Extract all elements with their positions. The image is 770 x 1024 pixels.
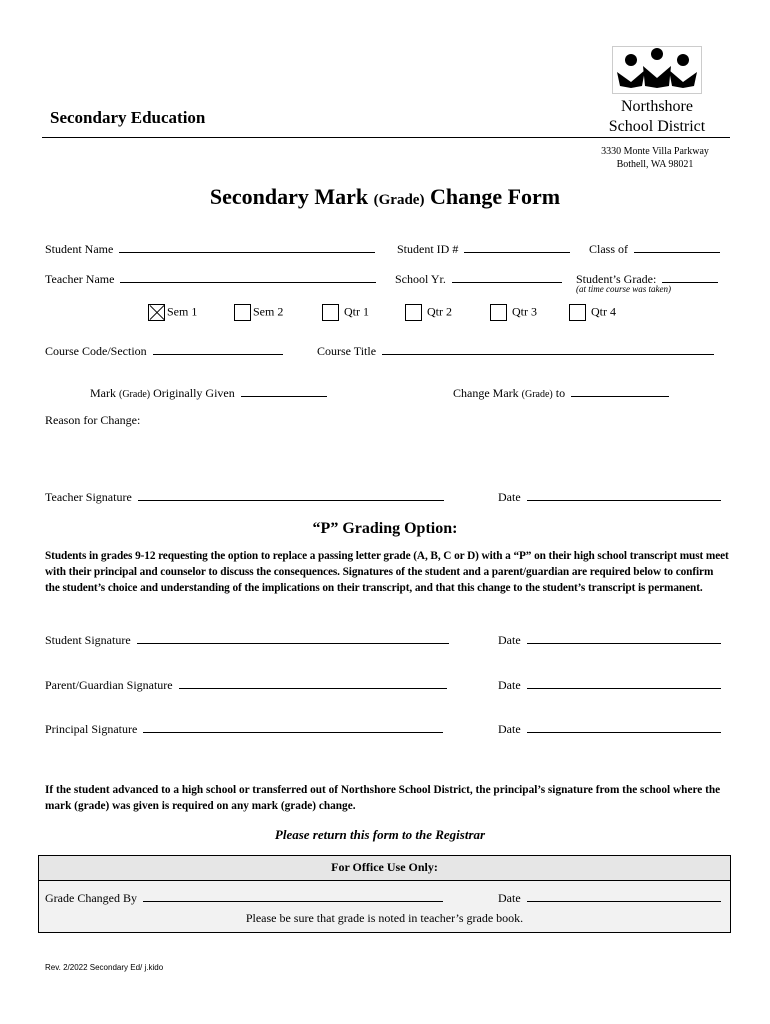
grade-changed-by-field[interactable]	[45, 889, 443, 906]
school-yr-label: School Yr.	[395, 272, 446, 286]
office-date-field[interactable]	[498, 889, 721, 906]
parent-signature-label: Parent/Guardian Signature	[45, 678, 173, 692]
mark-given-label-b: (Grade)	[119, 389, 151, 400]
term-sem-2[interactable]	[234, 304, 283, 321]
date-label: Date	[498, 722, 521, 736]
return-note: Please return this form to the Registrar	[274, 827, 486, 842]
course-code-label: Course Code/Section	[45, 344, 147, 358]
parent-signature-line[interactable]	[179, 676, 447, 689]
district-name-line2: School District	[608, 118, 706, 135]
date-label: Date	[498, 678, 521, 692]
term-qtr-4[interactable]	[569, 304, 616, 321]
mark-given-label-c: Originally Given	[153, 386, 235, 400]
school-yr-line[interactable]	[452, 270, 562, 283]
principal-signature-label: Principal Signature	[45, 722, 138, 736]
term-label: Qtr 3	[512, 304, 537, 319]
student-signature-line[interactable]	[137, 631, 449, 644]
teacher-name-line[interactable]	[120, 270, 376, 283]
change-mark-label-b: (Grade)	[521, 389, 553, 400]
student-name-label: Student Name	[45, 242, 114, 256]
mark-given-field[interactable]	[90, 384, 327, 401]
term-label: Qtr 4	[591, 304, 616, 319]
change-mark-line[interactable]	[571, 384, 669, 397]
parent-signature-field[interactable]	[45, 676, 447, 693]
course-code-line[interactable]	[153, 342, 283, 355]
p-option-paragraph: Students in grades 9-12 requesting the option to replace a passing letter grade (A, B, C or D) with a “P” on their high school transcript must meet with their principal and counselor to discuss the consequences. Signatures of the student and a parent/guardian are required below to confirm the student’s choice and understanding of the implications on their transcript, and that this change to the student’s transcript is permanent.	[45, 550, 729, 594]
grade-note: (at time course was taken)	[576, 284, 671, 294]
students-grade-line[interactable]	[662, 270, 718, 283]
term-label: Qtr 1	[344, 304, 369, 319]
term-checkbox[interactable]	[490, 304, 507, 321]
date-label: Date	[498, 891, 521, 905]
footer-revision: Rev. 2/2022 Secondary Ed/ j.kido	[45, 963, 164, 972]
class-of-field[interactable]	[589, 240, 720, 257]
term-checkbox[interactable]	[405, 304, 422, 321]
office-title: For Office Use Only:	[331, 860, 438, 874]
date-label: Date	[498, 490, 521, 504]
reason-area[interactable]	[45, 430, 725, 480]
title-part1: Secondary Mark	[209, 184, 369, 209]
principal-signature-field[interactable]	[45, 720, 443, 737]
district-name-line1: Northshore	[621, 98, 693, 115]
class-of-line[interactable]	[634, 240, 720, 253]
change-mark-label-c: to	[555, 386, 566, 400]
address-line2: Bothell, WA 98021	[616, 159, 694, 170]
term-sem-1[interactable]	[148, 304, 197, 321]
class-of-label: Class of	[589, 242, 628, 256]
office-use-box	[38, 855, 731, 933]
district-logo-icon	[612, 46, 702, 94]
form-title	[0, 184, 770, 210]
term-checkbox[interactable]	[234, 304, 251, 321]
change-mark-field[interactable]	[453, 384, 669, 401]
principal-date-field[interactable]	[498, 720, 721, 737]
transfer-note: If the student advanced to a high school or transferred out of Northshore School District, the principal’s signature from the school where the mark (grade) was given is required on any mark (grade) change.	[45, 784, 721, 812]
school-yr-field[interactable]	[395, 270, 562, 287]
parent-date-field[interactable]	[498, 676, 721, 693]
mark-given-line[interactable]	[241, 384, 327, 397]
term-qtr-1[interactable]	[322, 304, 369, 321]
grade-changed-by-label: Grade Changed By	[45, 891, 137, 905]
course-title-line[interactable]	[382, 342, 714, 355]
date-label: Date	[498, 633, 521, 647]
student-signature-label: Student Signature	[45, 633, 131, 647]
course-title-field[interactable]	[317, 342, 714, 359]
students-grade-label: Student’s Grade:	[576, 272, 657, 286]
teacher-date-field[interactable]	[498, 488, 721, 505]
department-name: Secondary Education	[50, 108, 206, 127]
office-note: Please be sure that grade is noted in teacher’s grade book.	[245, 911, 524, 925]
title-part2: (Grade)	[373, 192, 425, 208]
term-label: Sem 1	[167, 304, 198, 319]
address-line1: 3330 Monte Villa Parkway	[601, 146, 709, 157]
teacher-signature-field[interactable]	[45, 488, 444, 505]
district-logo	[612, 46, 702, 94]
header-rule	[42, 137, 730, 138]
term-checkbox[interactable]	[569, 304, 586, 321]
p-option-heading: “P” Grading Option:	[312, 520, 458, 537]
change-mark-label-a: Change Mark	[453, 386, 519, 400]
teacher-name-field[interactable]	[45, 270, 376, 287]
term-qtr-3[interactable]	[490, 304, 537, 321]
student-date-field[interactable]	[498, 631, 721, 648]
date-line[interactable]	[527, 720, 721, 733]
teacher-signature-line[interactable]	[138, 488, 444, 501]
principal-signature-line[interactable]	[143, 720, 443, 733]
teacher-signature-label: Teacher Signature	[45, 490, 132, 504]
term-label: Sem 2	[253, 304, 284, 319]
student-id-label: Student ID #	[397, 242, 459, 256]
term-qtr-2[interactable]	[405, 304, 452, 321]
title-part3: Change Form	[429, 184, 561, 209]
student-id-field[interactable]	[397, 240, 570, 257]
date-line[interactable]	[527, 488, 721, 501]
grade-changed-by-line[interactable]	[143, 889, 443, 902]
mark-given-label-a: Mark	[90, 386, 116, 400]
student-id-line[interactable]	[464, 240, 570, 253]
term-label: Qtr 2	[427, 304, 452, 319]
teacher-name-label: Teacher Name	[45, 272, 115, 286]
student-name-line[interactable]	[119, 240, 375, 253]
student-name-field[interactable]	[45, 240, 375, 257]
term-checkbox[interactable]	[148, 304, 165, 321]
term-checkbox[interactable]	[322, 304, 339, 321]
reason-label: Reason for Change:	[45, 413, 141, 427]
date-line[interactable]	[527, 889, 721, 902]
course-code-field[interactable]	[45, 342, 283, 359]
course-title-label: Course Title	[317, 344, 377, 358]
date-line[interactable]	[527, 631, 721, 644]
student-signature-field[interactable]	[45, 631, 449, 648]
date-line[interactable]	[527, 676, 721, 689]
